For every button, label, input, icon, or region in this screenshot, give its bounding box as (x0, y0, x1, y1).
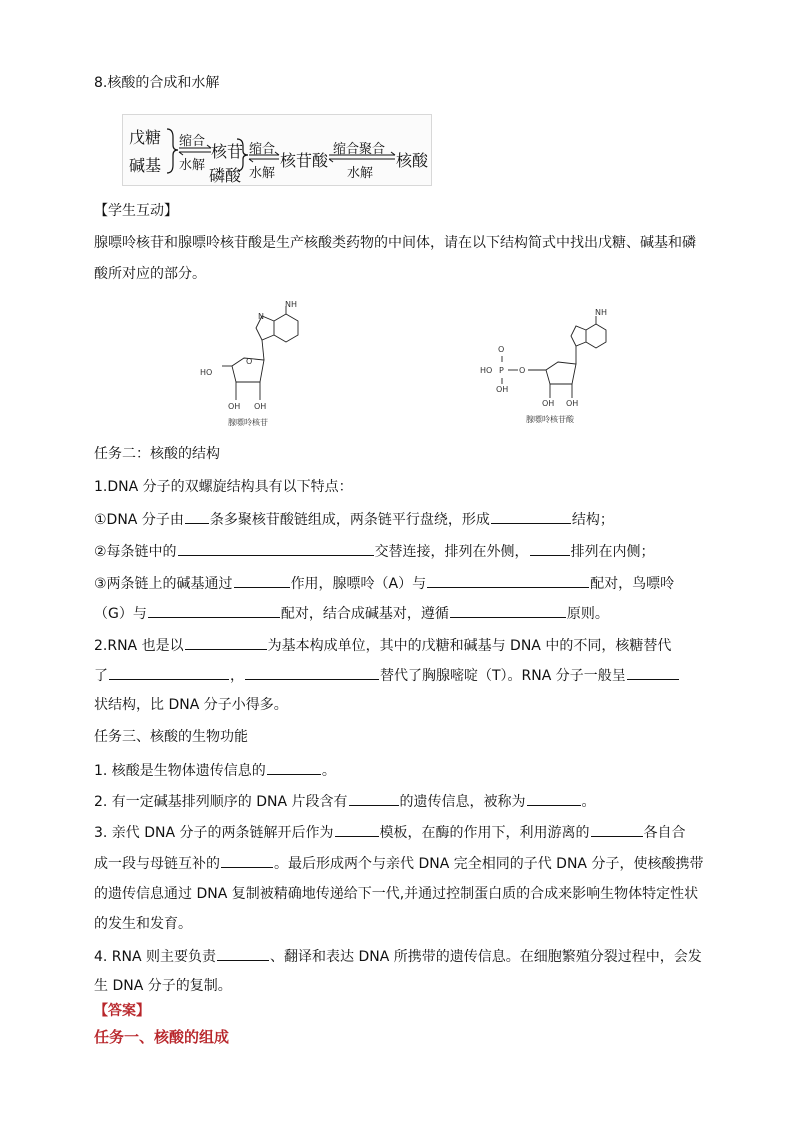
condense-label-2: 缩合 (249, 142, 276, 157)
nucleoside-label: 核苷 (211, 142, 244, 161)
function-3-line-4: 的发生和发育。 (94, 916, 192, 932)
amp-caption: 腺嘌呤核苷酸 (526, 415, 574, 424)
ho-label: HO (200, 368, 213, 377)
interaction-text-line-1: 腺嘌呤核苷和腺嘌呤核苷酸是生产核酸类药物的中间体，请在以下结构简式中找出戊糖、碱基和磷 (94, 235, 696, 251)
blank-structure[interactable] (491, 508, 571, 524)
answer-heading: 【答案】 (94, 1003, 150, 1019)
amp-structure (478, 304, 628, 430)
blank-template[interactable] (335, 821, 379, 837)
dna-feature-1: ①DNA 分子由 条多聚核苷酸链组成，两条链平行盘绕，形成 结构； (94, 508, 614, 530)
hydrolyze-label-2: 水解 (249, 166, 276, 181)
section-heading-8: 8.核酸的合成和水解 (94, 75, 220, 91)
blank-rna-shape[interactable] (627, 664, 679, 680)
o-label: O (246, 357, 253, 366)
blank-g-pair[interactable] (148, 602, 280, 618)
task2-heading: 任务二：核酸的结构 (94, 446, 220, 462)
blank-transmit[interactable] (217, 945, 269, 961)
phosphate-label: 磷酸 (209, 166, 242, 185)
blank-strand-count[interactable] (185, 508, 209, 524)
blank-ribose[interactable] (109, 664, 229, 680)
function-4: 4. RNA 则主要负责 、翻译和表达 DNA 所携带的遗传信息。在细胞繁殖分裂过程中，会发 (94, 945, 702, 967)
amp-nh2-label: NH (595, 308, 607, 317)
condense-label-1: 缩合 (179, 134, 206, 149)
amp-oh-label-2: OH (542, 399, 555, 408)
oh-label-1: OH (228, 402, 241, 411)
rna-line-2: 了 ， 替代了胸腺嘧啶（T）。RNA 分子一般呈 (94, 664, 680, 686)
blank-inner[interactable] (530, 540, 570, 556)
interaction-text-line-2: 酸所对应的部分。 (94, 266, 206, 282)
amp-o-top-label: O (498, 345, 505, 354)
n-label: N (258, 312, 264, 321)
hydrolyze-label-3: 水解 (347, 166, 374, 181)
function-3-line-2: 成一段与母链互补的 。最后形成两个与亲代 DNA 完全相同的子代 DNA 分子，使核酸携带 (94, 852, 703, 874)
amp-p-label: P (499, 366, 504, 375)
pentose-label: 戊糖 (129, 128, 162, 147)
blank-specific[interactable] (349, 790, 399, 806)
function-4-line-2: 生 DNA 分子的复制。 (94, 978, 232, 994)
nucleic-acid-label: 核酸 (396, 151, 429, 170)
function-1: 1. 核酸是生物体遗传信息的 。 (94, 759, 336, 781)
polymerize-label: 缩合聚合 (333, 142, 386, 157)
blank-free-nucleotides[interactable] (591, 821, 643, 837)
amp-o-label: O (519, 366, 526, 375)
amp-oh-label-3: OH (566, 399, 579, 408)
hydrolyze-label-1: 水解 (179, 158, 206, 173)
blank-principle[interactable] (450, 602, 566, 618)
blank-a-pair[interactable] (427, 572, 589, 588)
function-3: 3. 亲代 DNA 分子的两条链解开后作为 模板，在酶的作用下，利用游离的 各自合 (94, 821, 686, 843)
blank-carrier[interactable] (267, 759, 321, 775)
blank-daughter-strand[interactable] (221, 852, 273, 868)
synthesis-hydrolysis-diagram (122, 114, 432, 186)
nh2-label: NH (285, 300, 297, 309)
student-interaction-heading: 【学生互动】 (94, 203, 178, 219)
adenosine-structure (192, 296, 322, 430)
adenosine-caption: 腺嘌呤核苷 (228, 418, 268, 427)
dna-intro: 1.DNA 分子的双螺旋结构具有以下特点： (94, 479, 353, 495)
dna-feature-2: ②每条链中的 交替连接，排列在外侧， 排列在内侧； (94, 540, 655, 562)
task3-heading: 任务三、核酸的生物功能 (94, 729, 248, 745)
blank-backbone[interactable] (178, 540, 374, 556)
blank-unit[interactable] (185, 634, 267, 650)
base-label: 碱基 (129, 156, 162, 175)
function-3-line-3: 的遗传信息通过 DNA 复制被精确地传递给下一代,并通过控制蛋白质的合成来影响生物体特定性状 (94, 886, 699, 902)
rna-line-1: 2.RNA 也是以 为基本构成单位，其中的戊糖和碱基与 DNA 中的不同，核糖替代 (94, 634, 671, 656)
dna-feature-3-cont: （G）与 配对，结合成碱基对，遵循 原则。 (94, 602, 609, 624)
amp-oh-label: OH (496, 385, 509, 394)
nucleotide-label: 核苷酸 (280, 151, 329, 170)
blank-gene[interactable] (527, 790, 581, 806)
answer-task1-heading: 任务一、核酸的组成 (94, 1028, 230, 1046)
rna-line-3: 状结构，比 DNA 分子小得多。 (94, 697, 288, 713)
function-2: 2. 有一定碱基排列顺序的 DNA 片段含有 的遗传信息，被称为 。 (94, 790, 596, 812)
blank-uracil[interactable] (245, 664, 379, 680)
dna-feature-3: ③两条链上的碱基通过 作用，腺嘌呤（A）与 配对，鸟嘌呤 (94, 572, 674, 594)
blank-bond[interactable] (234, 572, 290, 588)
amp-ho-label: HO (480, 366, 493, 375)
oh-label-2: OH (254, 402, 267, 411)
